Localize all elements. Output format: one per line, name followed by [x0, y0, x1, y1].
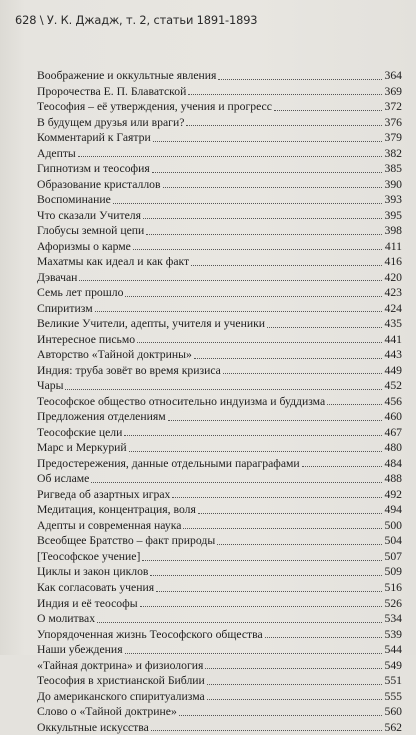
toc-entry-page: 562: [384, 720, 402, 734]
toc-entry: [37, 177, 402, 193]
toc-entry: [37, 301, 402, 317]
toc-entry-page: 516: [384, 581, 402, 594]
toc-entry-page: 526: [384, 596, 402, 610]
toc-leader-dots: [274, 99, 382, 111]
toc-entry-title: Как согласовать учения: [37, 581, 155, 594]
toc-leader-dots: [151, 720, 382, 732]
toc-entry-page: 467: [384, 425, 402, 439]
toc-entry: [37, 704, 402, 720]
toc-entry: [37, 596, 402, 612]
toc-entry-title: Пророчества Е. П. Блаватской: [37, 84, 187, 98]
toc-entry: [37, 239, 402, 255]
toc-entry-page: 385: [384, 162, 402, 176]
toc-entry-title: Теософия в христианской Библии: [37, 674, 205, 688]
toc-entry-title: Слово о «Тайной доктрине»: [37, 705, 177, 719]
toc-leader-dots: [146, 223, 382, 235]
toc-entry-title: Марс и Меркурий: [37, 441, 127, 455]
toc-entry: [37, 84, 402, 100]
toc-entry: [37, 394, 402, 410]
toc-entry-page: 456: [384, 394, 402, 408]
toc-leader-dots: [194, 347, 382, 359]
toc-entry-page: 504: [384, 534, 402, 548]
toc-entry-title: Комментарий к Гаятри: [37, 131, 151, 145]
toc-leader-dots: [142, 549, 382, 561]
toc-entry-page: 443: [384, 348, 402, 362]
toc-leader-dots: [223, 363, 382, 375]
toc-entry-title: Наши убеждения: [37, 643, 123, 657]
toc-leader-dots: [163, 177, 382, 189]
toc-leader-dots: [97, 611, 382, 623]
toc-entry: [37, 549, 402, 565]
toc-leader-dots: [302, 456, 382, 468]
toc-entry-title: Теософия – её утверждения, учения и прогресс: [37, 100, 272, 114]
toc-entry: [37, 146, 402, 162]
toc-entry-title: Всеобщее Братство – факт природы: [37, 534, 216, 548]
toc-leader-dots: [183, 518, 382, 530]
toc-entry: [37, 161, 402, 177]
toc-entry-page: 560: [384, 705, 402, 719]
toc-leader-dots: [124, 425, 382, 437]
toc-entry-page: 398: [384, 224, 402, 238]
toc-entry-page: 449: [384, 363, 402, 377]
toc-entry-title: Индия: труба зовёт во время кризиса: [37, 363, 221, 377]
toc-leader-dots: [191, 254, 382, 266]
toc-leader-dots: [188, 84, 382, 96]
toc-leader-dots: [125, 642, 382, 654]
toc-leader-dots: [152, 161, 382, 173]
toc-leader-dots: [265, 627, 382, 639]
toc-entry: [37, 254, 402, 270]
table-of-contents: [37, 68, 402, 735]
toc-entry: [37, 658, 402, 674]
toc-entry: [37, 68, 402, 84]
toc-entry-page: 376: [384, 115, 402, 129]
toc-entry-title: Спиритизм: [37, 301, 93, 315]
toc-entry-title: Медитация, концентрация, воля: [37, 503, 196, 517]
toc-leader-dots: [95, 301, 382, 313]
toc-entry: [37, 208, 402, 224]
toc-entry: [37, 223, 402, 239]
toc-entry-page: 500: [384, 518, 402, 532]
toc-entry-page: 544: [384, 643, 402, 657]
toc-leader-dots: [207, 673, 382, 685]
toc-entry-title: Глобусы земной цепи: [37, 224, 145, 238]
toc-entry: [37, 347, 402, 363]
toc-entry-page: 411: [384, 239, 402, 253]
toc-entry-page: 534: [384, 612, 402, 626]
toc-entry: [37, 115, 402, 131]
toc-entry-title: В будущем друзья или враги?: [37, 115, 185, 129]
toc-entry-title: Упорядоченная жизнь Теософского общества: [37, 627, 263, 641]
toc-entry: [37, 642, 402, 658]
toc-entry-title: [Теософское учение]: [37, 549, 141, 563]
toc-leader-dots: [205, 658, 382, 670]
toc-entry: [37, 332, 402, 348]
toc-leader-dots: [217, 533, 382, 545]
toc-entry: [37, 611, 402, 627]
toc-entry-page: 452: [384, 379, 402, 393]
toc-entry-title: Великие Учители, адепты, учителя и ученики: [37, 317, 266, 331]
toc-leader-dots: [186, 115, 382, 127]
toc-entry-page: 480: [384, 441, 402, 455]
toc-entry: [37, 580, 402, 596]
toc-leader-dots: [129, 440, 382, 452]
toc-entry-page: 390: [384, 177, 402, 191]
toc-entry-title: Махатмы как идеал и как факт: [37, 255, 190, 269]
toc-entry-page: 549: [384, 658, 402, 672]
toc-entry-title: Воспоминание: [37, 193, 111, 207]
running-header: 628 \ У. К. Джадж, т. 2, статьи 1891-1893: [15, 13, 258, 27]
toc-entry-title: Оккультные искусства: [37, 720, 149, 734]
toc-entry-page: 509: [384, 565, 402, 579]
toc-entry-title: О молитвах: [37, 612, 96, 626]
toc-entry-title: Что сказали Учителя: [37, 208, 142, 222]
toc-entry-title: Дэвачан: [37, 270, 78, 284]
toc-entry: [37, 99, 402, 115]
toc-entry-title: Интересное письмо: [37, 332, 136, 346]
toc-entry: [37, 270, 402, 286]
toc-entry: [37, 518, 402, 534]
toc-leader-dots: [137, 332, 382, 344]
toc-entry-title: Авторство «Тайной доктрины»: [37, 348, 192, 362]
toc-leader-dots: [143, 208, 382, 220]
toc-entry: [37, 502, 402, 518]
toc-entry-page: 382: [384, 146, 402, 160]
toc-entry-title: Предостережения, данные отдельными параграфами: [37, 456, 300, 470]
toc-leader-dots: [65, 378, 382, 390]
toc-leader-dots: [133, 239, 382, 251]
toc-entry-page: 488: [384, 472, 402, 486]
toc-leader-dots: [198, 502, 382, 514]
toc-entry: [37, 363, 402, 379]
toc-leader-dots: [207, 689, 382, 701]
toc-entry: [37, 285, 402, 301]
toc-entry: [37, 456, 402, 472]
toc-entry-page: 393: [384, 193, 402, 207]
toc-entry-title: Теософские цели: [37, 425, 123, 439]
toc-entry-page: 460: [384, 410, 402, 424]
toc-entry-title: Адепты и современная наука: [37, 518, 182, 532]
toc-entry: [37, 192, 402, 208]
toc-entry-page: 379: [384, 131, 402, 145]
toc-leader-dots: [150, 565, 382, 577]
toc-entry: [37, 130, 402, 146]
toc-entry: [37, 316, 402, 332]
toc-entry: [37, 673, 402, 689]
toc-entry-title: Об исламе: [37, 472, 90, 486]
toc-entry: [37, 487, 402, 503]
toc-entry-title: Циклы и закон циклов: [37, 565, 149, 579]
toc-leader-dots: [327, 394, 382, 406]
toc-entry-page: 364: [384, 68, 402, 82]
toc-entry-title: «Тайная доктрина» и физиология: [37, 658, 204, 672]
toc-leader-dots: [91, 471, 382, 483]
toc-entry: [37, 409, 402, 425]
toc-entry-title: Афоризмы о карме: [37, 239, 131, 253]
toc-entry-page: 551: [384, 674, 402, 688]
toc-leader-dots: [218, 68, 382, 80]
toc-entry-page: 369: [384, 84, 402, 98]
toc-entry-page: 539: [384, 627, 402, 641]
toc-entry-page: 494: [384, 503, 402, 517]
toc-entry: [37, 378, 402, 394]
toc-entry-title: Ригведа об азартных играх: [37, 487, 171, 501]
toc-leader-dots: [168, 409, 382, 421]
toc-entry: [37, 565, 402, 581]
toc-entry-page: 435: [384, 317, 402, 331]
toc-leader-dots: [125, 285, 382, 297]
toc-entry-page: 484: [384, 456, 402, 470]
toc-entry-title: Предложения отделениям: [37, 410, 166, 424]
toc-entry: [37, 627, 402, 643]
toc-entry-title: Образование кристаллов: [37, 177, 161, 191]
toc-entry: [37, 425, 402, 441]
toc-entry-title: Чары: [37, 379, 64, 393]
toc-entry-title: Семь лет прошло: [37, 286, 124, 300]
toc-leader-dots: [78, 146, 382, 158]
toc-entry: [37, 440, 402, 456]
toc-leader-dots: [153, 130, 382, 142]
toc-entry-page: 507: [384, 549, 402, 563]
toc-leader-dots: [113, 192, 382, 204]
toc-leader-dots: [267, 316, 382, 328]
toc-entry-page: 441: [384, 332, 402, 346]
toc-entry-title: Гипнотизм и теософия: [37, 162, 150, 176]
toc-entry-page: 372: [384, 100, 402, 114]
toc-entry-page: 395: [384, 208, 402, 222]
toc-leader-dots: [179, 704, 382, 716]
toc-entry-title: Теософское общество относительно индуизма и буддизма: [37, 394, 326, 408]
toc-entry: [37, 720, 402, 735]
toc-entry-title: До американского спиритуализма: [37, 689, 205, 703]
toc-entry-page: 420: [384, 270, 402, 284]
toc-entry-title: Воображение и оккультные явления: [37, 68, 217, 82]
toc-entry: [37, 689, 402, 705]
toc-entry-page: 416: [384, 255, 402, 269]
toc-entry-title: Индия и её теософы: [37, 596, 138, 610]
toc-entry-page: 423: [384, 286, 402, 300]
toc-entry: [37, 471, 402, 487]
toc-leader-dots: [140, 596, 382, 608]
toc-entry-page: 555: [384, 689, 402, 703]
toc-entry-page: 492: [384, 487, 402, 501]
toc-leader-dots: [156, 580, 382, 592]
toc-leader-dots: [79, 270, 382, 282]
toc-entry-page: 424: [384, 301, 402, 315]
toc-entry: [37, 533, 402, 549]
toc-entry-title: Адепты: [37, 146, 76, 160]
toc-leader-dots: [172, 487, 382, 499]
